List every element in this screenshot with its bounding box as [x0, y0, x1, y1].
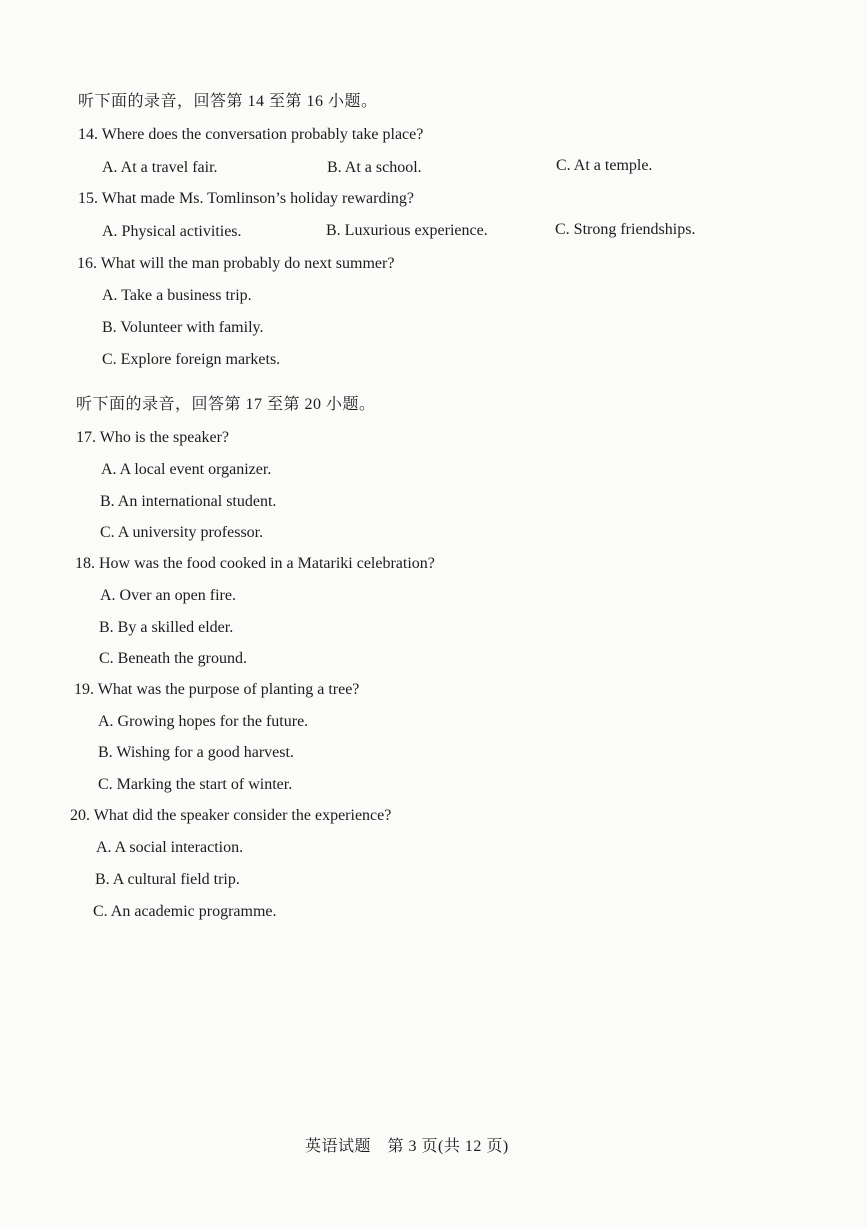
- question-20-option-b: B. A cultural field trip.: [95, 871, 240, 888]
- question-16-stem: 16. What will the man probably do next summer?: [77, 255, 395, 272]
- question-17-option-a: A. A local event organizer.: [101, 461, 272, 478]
- question-17-stem: 17. Who is the speaker?: [76, 429, 229, 446]
- question-16-option-c: C. Explore foreign markets.: [102, 351, 281, 368]
- question-19-option-b: B. Wishing for a good harvest.: [98, 744, 294, 761]
- question-16-option-a: A. Take a business trip.: [102, 287, 252, 304]
- question-15-stem: 15. What made Ms. Tomlinson’s holiday rewarding?: [78, 190, 415, 207]
- question-20-stem: 20. What did the speaker consider the experience?: [70, 807, 392, 824]
- question-15-option-a: A. Physical activities.: [102, 223, 242, 240]
- question-19-option-c: C. Marking the start of winter.: [98, 776, 293, 793]
- question-18-option-b: B. By a skilled elder.: [99, 619, 234, 636]
- question-14-stem: 14. Where does the conversation probably take place?: [78, 126, 424, 143]
- question-14-option-c: C. At a temple.: [556, 157, 653, 174]
- question-14-option-a: A. At a travel fair.: [102, 159, 218, 176]
- question-18-stem: 18. How was the food cooked in a Matariki celebration?: [75, 555, 435, 572]
- question-18-option-a: A. Over an open fire.: [100, 587, 236, 604]
- question-16-option-b: B. Volunteer with family.: [102, 319, 264, 336]
- question-15-option-b: B. Luxurious experience.: [326, 222, 488, 239]
- question-20-option-c: C. An academic programme.: [93, 903, 277, 920]
- section-instruction-17-20: 听下面的录音，回答第 17 至第 20 小题。: [76, 396, 376, 413]
- question-14-option-b: B. At a school.: [327, 159, 422, 176]
- question-17-option-b: B. An international student.: [100, 493, 277, 510]
- question-19-option-a: A. Growing hopes for the future.: [98, 713, 309, 730]
- page-footer: 英语试题 第 3 页(共 12 页): [305, 1138, 509, 1155]
- question-18-option-c: C. Beneath the ground.: [99, 650, 247, 667]
- question-17-option-c: C. A university professor.: [100, 524, 264, 541]
- section-instruction-14-16: 听下面的录音，回答第 14 至第 16 小题。: [78, 93, 378, 110]
- question-20-option-a: A. A social interaction.: [96, 839, 244, 856]
- question-15-option-c: C. Strong friendships.: [555, 221, 696, 238]
- question-19-stem: 19. What was the purpose of planting a tree?: [74, 681, 360, 698]
